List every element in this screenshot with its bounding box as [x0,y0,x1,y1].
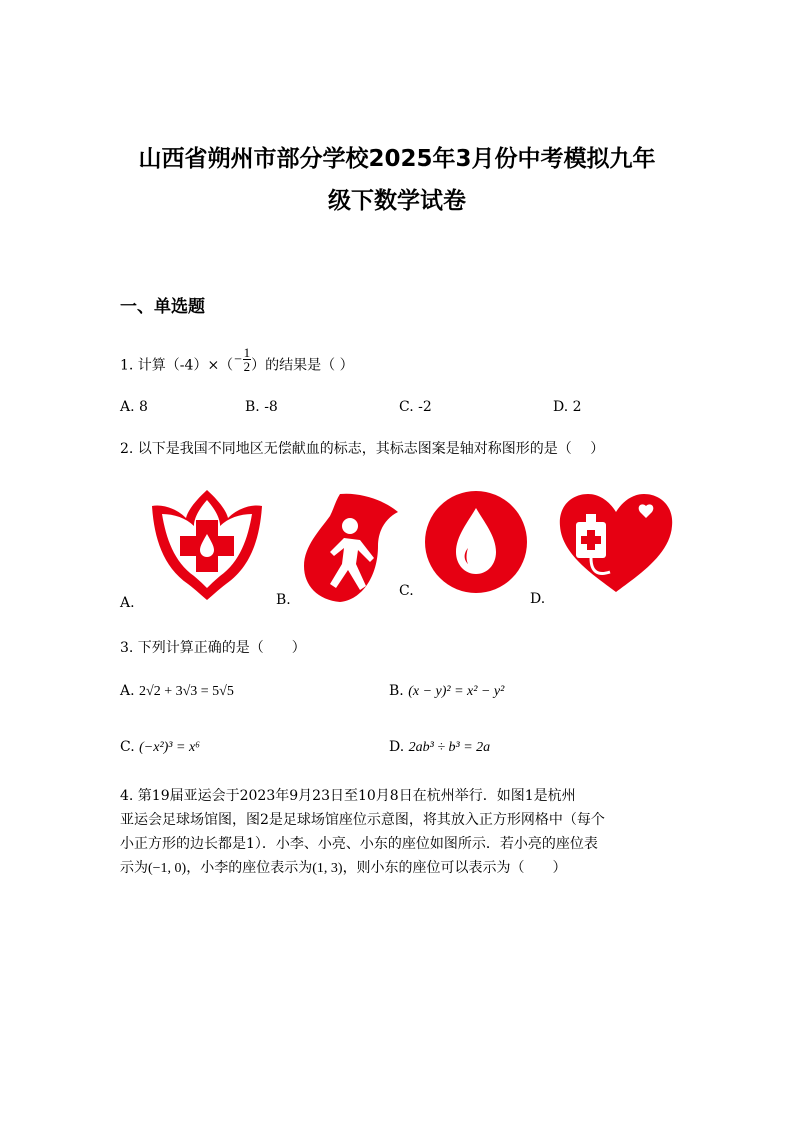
question-2: 2. 以下是我国不同地区无偿献血的标志，其标志图案是轴对称图形的是（ ） [120,441,605,457]
question-3: 3. 下列计算正确的是（ ） [120,640,306,656]
q4-coord-xiaoliang: (−1, 0) [148,861,187,876]
blood-drop-circle-logo[interactable] [424,490,528,594]
q3-expr-d: 2ab³ ÷ b³ = 2a [408,740,491,755]
q3-option-a[interactable]: A. 2√2 + 3√3 = 5√5 [120,683,234,699]
q3-expr-a: 2√2 + 3√3 = 5√5 [139,684,234,699]
q3-expr-b: (x − y)² = x² − y² [408,684,505,699]
q4-line-2: 亚运会足球场馆图，图2是足球场馆座位示意图，将其放入正方形网格中（每个 [120,812,605,828]
q2-option-c[interactable]: C. [399,583,414,599]
q2-option-b[interactable]: B. [276,592,291,608]
q1-suffix: ）的结果是（ ） [251,357,354,374]
q1-prefix: 1. 计算（-4）×（ [120,357,234,374]
heart-blood-bag-logo[interactable] [558,492,674,596]
q3-option-b[interactable]: B. (x − y)² = x² − y² [389,683,505,699]
q2-option-d[interactable]: D. [530,591,546,607]
q1-option-d[interactable]: D. 2 [553,399,582,415]
q3-expr-c: (−x²)³ = x⁶ [139,740,201,755]
title-line-1: 山西省朔州市部分学校2025年3月份中考模拟九年 [138,146,656,172]
question-1 [120,345,354,379]
question-4 [120,784,680,881]
q1-option-c[interactable]: C. -2 [399,399,432,415]
running-figure-logo[interactable] [300,490,408,606]
q2-option-a[interactable]: A. [120,595,135,611]
q1-option-b[interactable]: B. -8 [245,399,278,415]
q4-line-4: 示为(−1, 0)，小李的座位表示为(1, 3)，则小东的座位可以表示为（ ） [120,860,567,876]
q3-option-d[interactable]: D. 2ab³ ÷ b³ = 2a [389,739,491,755]
q3-option-c[interactable]: C. (−x²)³ = x⁶ [120,739,201,755]
q4-line-1: 4. 第19届亚运会于2023年9月23日至10月8日在杭州举行．如图1是杭州 [120,788,576,804]
page-title [110,138,684,222]
q4-coord-xiaoli: (1, 3) [312,861,343,876]
section-heading: 一、单选题 [120,297,205,317]
tulip-cross-logo[interactable] [148,486,266,602]
title-line-2: 级下数学试卷 [328,188,466,214]
q1-option-a[interactable]: A. 8 [120,399,148,415]
q4-line-3: 小正方形的边长都是1）．小李、小亮、小东的座位如图所示．若小亮的座位表 [120,836,598,852]
q1-fraction: − $\frac{1}{2}$ [233,345,251,374]
